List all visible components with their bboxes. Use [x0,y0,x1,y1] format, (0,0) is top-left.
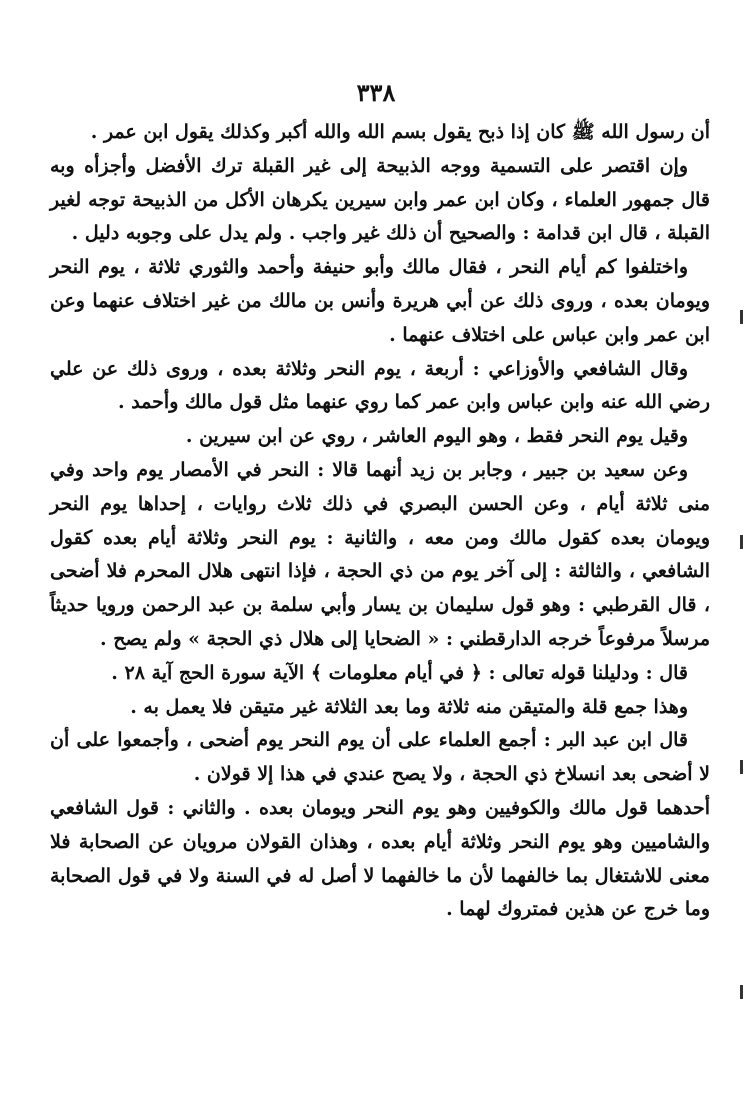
paragraph-1: أن رسول الله ﷺ كان إذا ذبح يقول بسم الله والله أكبر وكذلك يقول ابن عمر . [90,121,710,143]
paragraph-5: وقيل يوم النحر فقط ، وهو اليوم العاشر ، روي عن ابن سيرين . [185,425,688,448]
page-number: ٣٣٨ [356,78,396,107]
page-body-text [50,116,710,927]
paragraph-10: أحدهما قول مالك والكوفيين وهو يوم النحر ويومان بعده . والثاني : قول الشافعي والشاميين وهو يوم النحر وثلاثة أيام بعده ، وهذان القولان مرويان عن الصحابة فلا معنى للاشتغال بما خالفهما لأن ما خالفهما لا أصل له في السنة ولا في قول الصحابة وما خرج عن هذين فمتروك لهما . [50,796,710,921]
paragraph-4: وقال الشافعي والأوزاعي : أربعة ، يوم النحر وثلاثة بعده ، وروى ذلك عن علي رضي الله عنه وابن عباس وابن عمر كما روي عنهما مثل قول مالك وأحمد . [50,357,710,414]
paragraph-8: وهذا جمع قلة والمتيقن منه ثلاثة وما بعد الثلاثة غير متيقن فلا يعمل به . [130,695,688,718]
right-margin-mark [740,760,743,774]
paragraph-2: وإن اقتصر على التسمية ووجه الذبيحة إلى غير القبلة ترك الأفضل وأجزأه وبه قال جمهور العلماء ، وكان ابن عمر وابن سيرين يكرهان الأكل من الذبيحة توجه لغير القبلة ، قال ابن قدامة : والصحيح أن ذلك غير واجب . ولم يدل على وجوبه دليل . [50,154,710,245]
right-margin-mark [740,535,743,549]
paragraph-3: واختلفوا كم أيام النحر ، فقال مالك وأبو حنيفة وأحمد والثوري ثلاثة ، يوم النحر ويومان بعده ، وروى ذلك عن أبي هريرة وأنس بن مالك من غير اختلاف عنهما وعن ابن عمر وابن عباس على اختلاف عنهما . [50,256,710,346]
right-margin-mark [740,310,743,324]
right-margin-mark [740,985,743,999]
paragraph-6: وعن سعيد بن جبير ، وجابر بن زيد أنهما قالا : النحر في الأمصار يوم واحد وفي منى ثلاثة أيام ، وعن الحسن البصري في ذلك ثلاث روايات ، إحداها يوم النحر ويومان بعده كقول مالك ومن معه ، والثانية : يوم النحر وثلاثة أيام بعده كقول الشافعي ، والثالثة : إلى آخر يوم من ذي الحجة ، فإذا انتهى هلال المحرم فلا أضحى ، قال القرطبي : وهو قول سليمان بن يسار وأبي سلمة بن عبد الرحمن ورويا حديثاً مرسلاً مرفوعاً خرجه الدارقطني : « الضحايا إلى هلال ذي الحجة » ولم يصح . [50,458,710,650]
paragraph-7: قال : ودليلنا قوله تعالى : ﴿ في أيام معلومات ﴾ الآية سورة الحج آية ٢٨ . [111,661,688,684]
paragraph-9: قال ابن عبد البر : أجمع العلماء على أن يوم النحر يوم أضحى ، وأجمعوا على أن لا أضحى بعد انسلاخ ذي الحجة ، ولا يصح عندي في هذا إلا قولان . [50,729,710,786]
